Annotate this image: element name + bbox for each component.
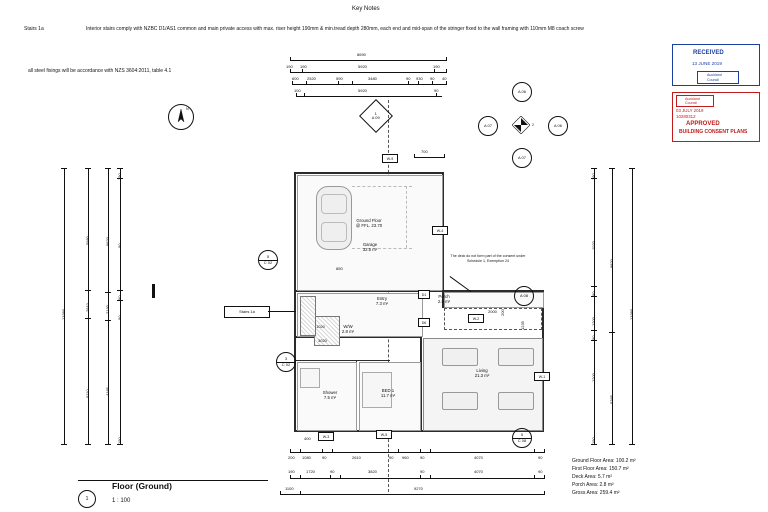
dim-left-colc-1: 90 [117,243,122,248]
approved-stamp [672,92,760,142]
sofa-3 [442,392,478,410]
dim-top-row2-2: 90 [434,88,439,93]
detail-tag-top-5: A 07 [483,122,492,128]
dim-bottom-row1-1: 1080 [302,455,311,460]
received-date: 13 JUNE 2019 [692,61,722,66]
room-porch-area: 2.8 m² [437,299,451,304]
room-ww-name: W/W [343,324,353,329]
section-marker [152,284,155,298]
detail-tag-top-8: A 08 [519,292,528,298]
dim-bottom-row2-5: 4070 [474,469,483,474]
approved-heading: APPROVED [686,121,720,127]
room-ground-floor-label [344,218,394,228]
view-number-bubble[interactable] [78,490,96,508]
dim-left-colc-4: 190 [117,437,122,444]
area-item-1: First Floor Area: 150.7 m² [572,466,629,472]
dim-top-row1b-3: 3480 [368,76,377,81]
dim-top-overall-line [290,60,446,61]
area-item-4: Gross Area: 259.4 m² [572,490,620,496]
deck-outline [444,308,542,330]
dim-bottom-row1-6: 90 [420,455,425,460]
room-porch-label [424,294,464,304]
dim-left-colc-3: 90 [117,315,122,320]
dim-top-row1b-7: 40 [442,76,447,81]
room-bed1-label [366,388,410,398]
stairs-tag-box[interactable] [224,306,270,318]
room-living-label [460,368,504,378]
wall-garage-left [294,172,296,292]
dim-bottom-row1-8: 90 [538,455,543,460]
note-text-1: all steel fixings will be accordance with NZS 3604:2011, table 4.1 [28,68,172,74]
room-ww-area: 2.8 m² [341,329,355,334]
room-bed1-name: BED 1 [381,388,395,393]
detail-tag-bottom-3: A 09 [371,114,381,120]
detail-tag-a07-bottom[interactable] [512,148,532,168]
approved-number: 10280312 [676,114,696,119]
window-mark-w4[interactable]: W-4 [432,226,448,235]
detail-tag-bottom-1: C 02 [277,362,295,367]
note-ref-0: Stairs 1a [24,26,44,32]
area-item-0: Ground Floor Area: 100.2 m² [572,458,636,464]
key-notes-title: Key Notes [352,6,380,12]
wall-garage-top [294,172,444,174]
dim-top-row1-line [290,72,446,73]
detail-tag-bottom-0: C 02 [259,260,277,265]
approved-date: 03 JULY 2019 [676,108,704,113]
dim-top-row1b-0: 600 [292,76,299,81]
dim-right-cola-1: 5265 [609,395,614,404]
dim-interior-1: 1020 [316,324,325,329]
dim-right-colb-4: 90 [591,335,596,340]
dim-left-colb-0: 9620 [105,237,110,246]
detail-tag-a06-top[interactable] [512,82,532,102]
dim-right-overall: 13380 [629,308,634,320]
dim-left-overall-line [64,168,65,444]
detail-tag-top-4: A 06 [517,88,526,94]
dim-left-colc-line [120,168,121,444]
detail-tag-top-2: 5 [520,432,524,438]
approved-authority-2: Council [685,101,697,105]
room-entry-label [360,296,404,306]
dim-top-overall: 8690 [357,52,366,57]
received-stamp [672,44,760,86]
room-shower-name: Shower [322,390,338,395]
dim-top-row1-3: 190 [433,64,440,69]
drawing-scale: 1 : 100 [112,498,131,504]
dim-right-cola-0: 8820 [609,259,614,268]
detail-tag-top-0: 5 [266,254,270,260]
dim-top-row2-line [296,96,442,97]
sofa-2 [498,348,534,366]
dim-bottom-row1-3: 2610 [352,455,361,460]
dim-top-row1b-2: 590 [336,76,343,81]
door-mark-d6[interactable]: D6 [418,318,430,327]
room-garage-label [348,242,392,252]
dim-interior-4: 400 [304,436,311,441]
detail-tag-top-7: A 07 [517,154,526,160]
room-ground-floor-sub: @ FFL. 23.70 [355,223,383,228]
drawing-title: Floor (Ground) [112,481,172,491]
detail-tag-a06-right[interactable] [548,116,568,136]
dim-top-row2-1: 5920 [358,88,367,93]
dim-left-colb-1: 2130 [105,305,110,314]
room-living-name: Living [476,368,488,373]
detail-tag-top-3: 1 [374,110,378,116]
dim-bottom-row2-0: 190 [288,469,295,474]
stairs-tag-label: Stairs 1a [239,308,255,314]
dim-right-small-1: 1235 [520,321,525,330]
room-shower-area: 7.5 m² [323,395,337,400]
received-heading: RECEIVED [693,50,724,56]
approved-authority-1: Auckland [685,96,700,101]
north-arrow [168,104,194,130]
dim-interior-0: 850 [336,266,343,271]
shower-fixture [300,368,320,388]
window-mark-w9[interactable]: W-9 [382,154,398,163]
window-mark-w3[interactable]: W-3 [318,432,334,441]
detail-tag-top-1: 3 [284,356,288,362]
detail-tag-c08-5[interactable] [512,428,532,448]
sofa-1 [442,348,478,366]
dim-bottom-row1-line [290,452,544,453]
dim-top-row1-0: 190 [286,64,293,69]
received-authority-2: Council [707,77,719,82]
dim-top-row1b-5: 930 [416,76,423,81]
room-ww-label [328,324,368,334]
window-mark-w1[interactable]: W-1 [534,372,550,381]
room-garage-area: 32.5 m² [362,247,378,252]
dim-right-colb-5: 1200 [591,373,596,382]
dim-interior-2: 3020 [318,338,327,343]
dim-bottom-overall-left: 1100 [285,486,294,491]
dim-right-colb-3: 1200 [591,317,596,326]
dim-right-colb-1: 1020 [591,241,596,250]
dim-bottom-row2-4: 90 [420,469,425,474]
dim-bottom-row2-1: 1720 [306,469,315,474]
dim-bottom-row1-5: 960 [402,455,409,460]
detail-tag-c02-3[interactable] [276,352,296,372]
dim-bottom-row2-6: 90 [538,469,543,474]
sofa-4 [498,392,534,410]
dim-bottom-overall-right: 9270 [414,486,423,491]
dim-left-colc-0: 190 [117,173,122,180]
dim-top-small-0: 700 [421,149,428,154]
window-mark-w2[interactable]: W-2 [468,314,484,323]
dim-right-colb-6: 190 [591,437,596,444]
dim-interior-3: 2000 [488,309,497,314]
detail-tag-a07-left[interactable] [478,116,498,136]
dim-top-row1b-line [292,84,446,85]
dim-bottom-row1-0: 200 [288,455,295,460]
dim-bottom-row2-3: 3820 [368,469,377,474]
detail-tag-c02-5[interactable] [258,250,278,270]
dim-top-row1-2: 5920 [358,64,367,69]
dim-bottom-overall-line [280,494,544,495]
note-text-0: Interior stairs comply with NZBC D1/AS1 common and main private access with max. riser height 190mm & min.tread depth 280mm, each end and mid-span of the stringer fixed to the wall framing with 110mm M8 coach screw [86,26,584,32]
room-shower-label [310,390,350,400]
window-mark-w5[interactable]: W-5 [376,430,392,439]
dim-right-overall-line [632,168,633,444]
room-bed1-area: 11.7 m² [380,393,396,398]
dim-top-row1b-6: 90 [430,76,435,81]
dim-right-colb-0: 190 [591,173,596,180]
sheet-number: 1 [85,495,89,502]
dim-right-colb-2: 90 [591,291,596,296]
received-authority-1: Auckland [707,73,722,77]
detail-tag-bottom-2: C 08 [513,438,531,443]
dim-bottom-row1-4: 90 [389,455,394,460]
dim-top-row1-1: 190 [300,64,307,69]
room-porch-name: Porch [438,294,450,299]
elevation-marker [512,116,530,134]
door-mark-d1[interactable]: D1 [418,290,430,299]
area-item-2: Deck Area: 5.7 m² [572,474,613,480]
dim-top-small-line [414,157,444,158]
dim-left-colc-2: 90 [117,295,122,300]
room-living-area: 21.3 m² [474,373,490,378]
dim-top-row1b-4: 90 [406,76,411,81]
detail-tag-a08[interactable] [514,286,534,306]
detail-tag-top-9: 2 [532,123,534,127]
dim-top-row2-0: 100 [294,88,301,93]
stairs-hatch-2 [300,296,316,336]
dim-bottom-row1-7: 4070 [474,455,483,460]
dim-top-row1b-1: 2520 [307,76,316,81]
dim-left-overall: 13380 [61,308,66,320]
dim-bottom-row2-2: 90 [330,469,335,474]
dim-left-cola-0: 5980 [85,236,90,245]
dim-right-colb-line [594,168,595,444]
detail-tag-top-6: A 06 [553,122,562,128]
dim-left-cola-1: 2910 [85,303,90,312]
dim-left-cola-2: 9110 [85,389,90,398]
dim-left-colb-2: 4185 [105,387,110,396]
north-label: N [186,107,189,111]
dim-bottom-row2-line [290,478,544,479]
approved-subheading: BUILDING CONSENT PLANS [679,129,748,135]
area-item-3: Porch Area: 2.8 m² [572,482,614,488]
dim-right-small-0: 200 [500,309,505,316]
deck-note: The deck do not form part of the consent under Schedule 1, Exemption 24 [450,254,526,263]
room-ground-floor-name: Ground Floor [356,218,382,223]
dim-bottom-row1-2: 90 [322,455,327,460]
room-entry-area: 7.3 m² [375,301,389,306]
room-garage-name: Garage [362,242,378,247]
room-entry-name: Entry [376,296,388,301]
